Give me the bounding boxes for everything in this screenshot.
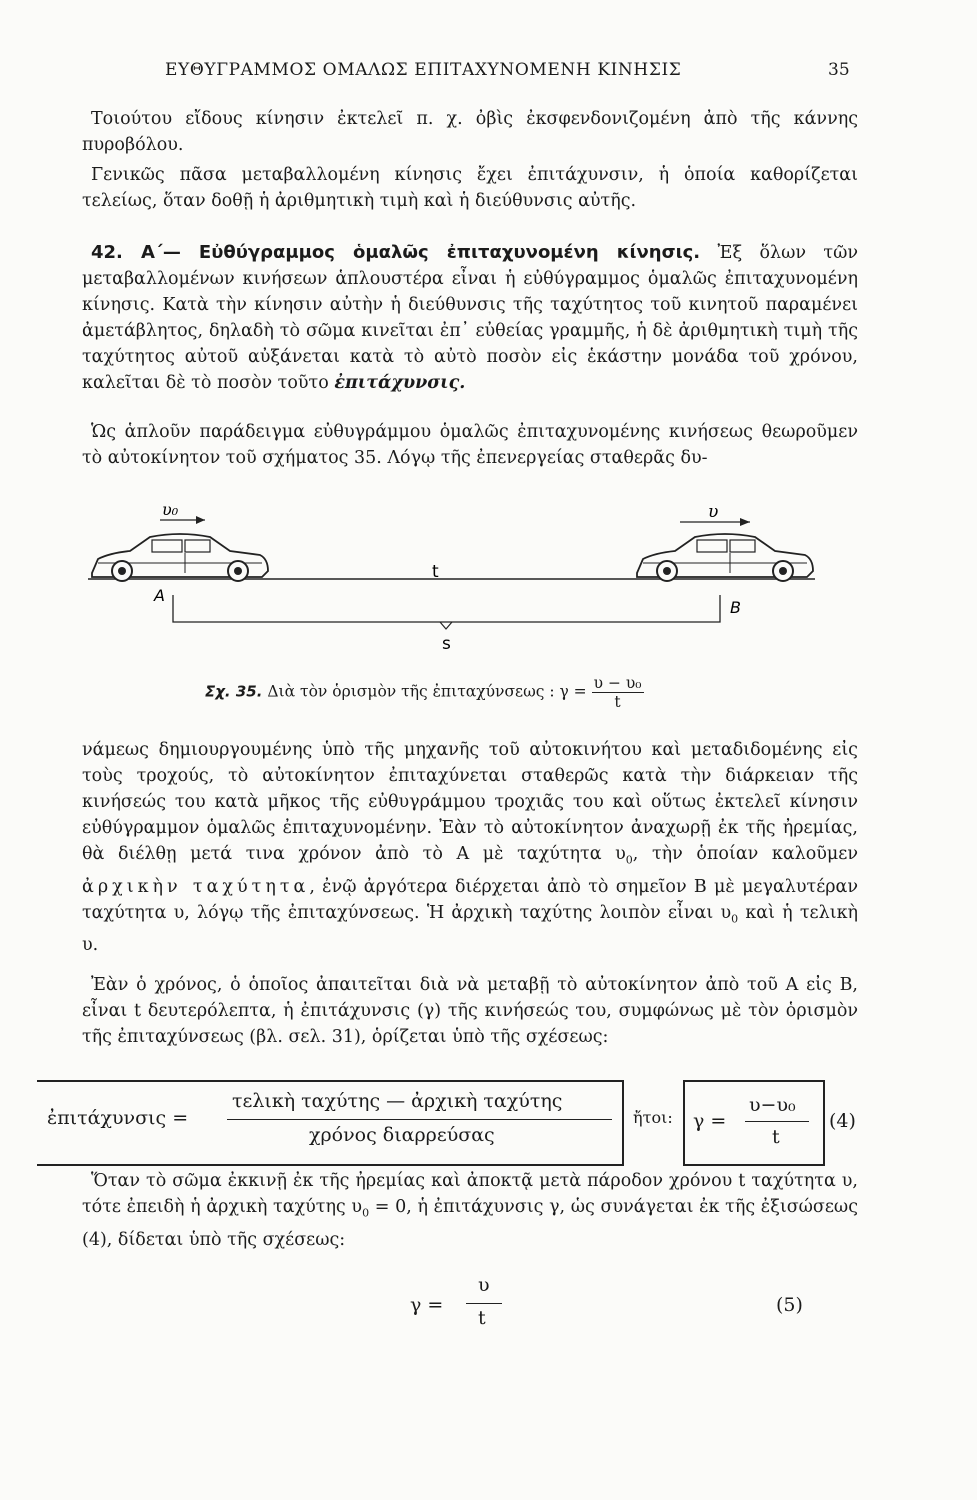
- eq4-rhs-lhs: γ =: [693, 1110, 727, 1132]
- label-v0: υ₀: [162, 500, 179, 519]
- paragraph-motion: νάμεως δημιουργουμένης ὑπὸ τῆς μηχανῆς τοῦ αὐτοκινήτου καὶ μεταδιδομένης εἰς τοὺς τροχούς, τὸ αὐτοκίνητον ἐπιταχύνεται σταθερῶς κατὰ τὴν διάρκειαν τῆς κινήσεώς του κατὰ μῆκος τῆς εὐθυγράμμου τροχιᾶς του καὶ οὕτως ἐκτελεῖ κίνησιν εὐθύγραμμον ὁμαλῶς ἐπιταχυνομένην. Ἐὰν τὸ αὐτοκίνητον ἀναχωρῇ ἐκ τῆς ἠρεμίας, θὰ διέλθῃ μετά τινα χρόνον ἀπὸ τὸ Α μὲ ταχύτητα $\upsilon_0$, τὴν ὁποίαν καλοῦμεν ἀρχικὴν ταχύτητα, ἐνῷ ἀργότερα διέρχεται ἀπὸ τὸ σημεῖον Β μὲ μεγαλυτέραν ταχύτητα υ, λόγῳ τῆς ἐπιταχύνσεως. Ἡ ἀρχικὴ ταχύτης λοιπὸν εἶναι $\upsilon_0$ καὶ ἡ τελικὴ υ.: [82, 740, 859, 955]
- eq4-rhs-numerator: υ−υ₀: [749, 1094, 796, 1116]
- paragraph-general: Γενικῶς πᾶσα μεταβαλλομένη κίνησις ἔχει ἐπιτάχυνσιν, ἡ ὁποία καθορίζεται τελείως, ὅταν δοθῇ ἡ ἀριθμητικὴ τιμὴ καὶ ἡ διεύθυνσις αὐτῆς.: [82, 165, 858, 211]
- eq4-number: (4): [829, 1110, 856, 1132]
- equation-5: [400, 1272, 840, 1342]
- page-number: 35: [828, 60, 850, 80]
- caption-numerator: υ − υ₀: [593, 674, 642, 692]
- section-42: [82, 240, 858, 396]
- label-B: B: [730, 598, 741, 617]
- term-acceleration: ἐπιτάχυνσις.: [334, 373, 466, 393]
- eq4-hitoi: ἤτοι:: [633, 1108, 673, 1127]
- car-a: [92, 534, 268, 581]
- label-A: A: [154, 586, 165, 605]
- caption-fraction: [592, 674, 644, 711]
- caption-label: Σχ. 35.: [205, 682, 263, 701]
- term-initial-velocity: ἀρχικὴν ταχύτητα: [82, 876, 310, 897]
- paragraph-example: Ὡς ἁπλοῦν παράδειγμα εὐθυγράμμου ὁμαλῶς ἐπιταχυνομένης κινήσεως θεωροῦμεν τὸ αὐτοκίνητον τοῦ σχήματος 35. Λόγῳ τῆς ἐπενεργείας σταθερᾶς δυ-: [82, 422, 858, 468]
- chapter-title: ΕΥΘΥΓΡΑΜΜΟΣ ΟΜΑΛΩΣ ΕΠΙΤΑΧΥΝΟΜΕΝΗ ΚΙΝΗΣΙΣ: [165, 60, 682, 80]
- eq4-rhs-fraction-line: [745, 1121, 809, 1122]
- eq5-denominator: t: [478, 1307, 486, 1329]
- eq4-numerator: τελικὴ ταχύτης — ἀρχικὴ ταχύτης: [232, 1090, 563, 1112]
- eq4-rhs-denominator: t: [772, 1126, 780, 1148]
- caption-denominator: t: [614, 693, 621, 711]
- section-42-heading: 42. Α΄— Εὐθύγραμμος ὁμαλῶς ἐπιταχυνομένη κίνησις.: [91, 242, 701, 263]
- eq5-lhs: γ =: [410, 1294, 444, 1316]
- paragraph-intro: Τοιούτου εἴδους κίνησιν ἐκτελεῖ π. χ. ὀβὶς ἐκσφενδονιζομένη ἀπὸ τῆς κάννης πυροβόλου.: [82, 109, 858, 155]
- paragraph-rest: Ὅταν τὸ σῶμα ἐκκινῇ ἐκ τῆς ἠρεμίας καὶ ἀποκτᾷ μετὰ πάροδον χρόνου t ταχύτητα υ, τότε ἐπειδὴ ἡ ἀρχικὴ ταχύτης $\upsilon_0 = 0$, ἡ ἐπιτάχυνσις γ, ὡς συνάγεται ἐκ τῆς ἐξισώσεως (4), δίδεται ὑπὸ τῆς σχέσεως:: [82, 1171, 858, 1250]
- label-t: t: [432, 562, 439, 582]
- eq5-numerator: υ: [478, 1274, 490, 1296]
- figure-caption: [205, 674, 644, 711]
- caption-text: Διὰ τὸν ὁρισμὸν τῆς ἐπιταχύνσεως : γ =: [267, 682, 587, 701]
- eq5-number: (5): [776, 1294, 803, 1316]
- equation-4: [37, 1074, 867, 1168]
- car-b: [637, 534, 813, 581]
- running-header: [0, 60, 977, 84]
- label-s: s: [442, 634, 451, 654]
- paragraph-time: Ἐὰν ὁ χρόνος, ὁ ὁποῖος ἀπαιτεῖται διὰ νὰ μεταβῇ τὸ αὐτοκίνητον ἀπὸ τοῦ Α εἰς Β, εἶναι t δευτερόλεπτα, ἡ ἐπιτάχυνσις (γ) τῆς κινήσεώς του, συμφώνως μὲ τὸν ὁρισμὸν τῆς ἐπιταχύνσεως (βλ. σελ. 31), ὁρίζεται ὑπὸ τῆς σχέσεως:: [82, 975, 858, 1047]
- section-42-body: Ἐξ ὅλων τῶν μεταβαλλομένων κινήσεων ἁπλουστέρα εἶναι ἡ εὐθύγραμμος ὁμαλῶς ἐπιταχυνομένη κίνησις. Κατὰ τὴν κίνησιν αὐτὴν ἡ διεύθυνσις τῆς ταχύτητος τοῦ κινητοῦ παραμένει ἀμετάβλητος, δηλαδὴ τὸ σῶμα κινεῖται ἐπ᾽ εὐθείας γραμμῆς, ἡ δὲ ἀριθμητικὴ τιμὴ τῆς ταχύτητος αὐτοῦ αὐξάνεται κατὰ τὸ αὐτὸ ποσὸν εἰς ἑκάστην μονάδα τοῦ χρόνου, καλεῖται δὲ τὸ ποσὸν τοῦτο: [82, 243, 858, 393]
- eq5-fraction-line: [466, 1303, 502, 1304]
- label-v: υ: [708, 502, 719, 522]
- eq4-lhs: ἐπιτάχυνσις =: [47, 1107, 189, 1129]
- eq4-denominator: χρόνος διαρρεύσας: [309, 1124, 495, 1146]
- distance-bracket: [173, 595, 720, 622]
- eq4-fraction-line: [227, 1119, 612, 1120]
